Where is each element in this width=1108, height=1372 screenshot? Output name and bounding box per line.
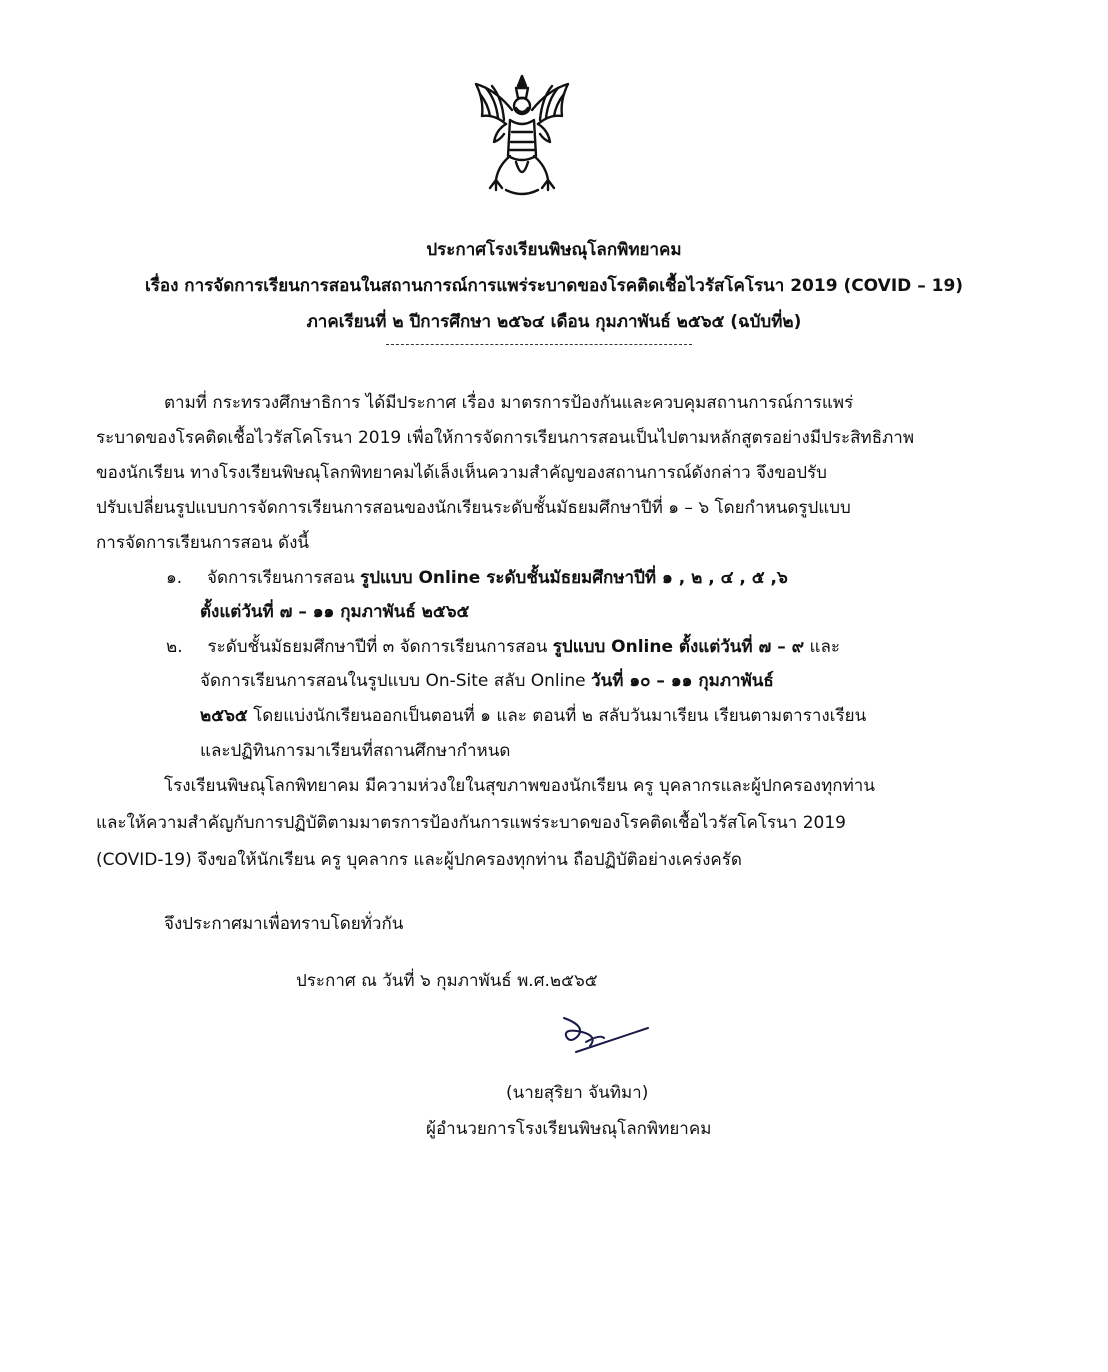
intro-line-3: ของนักเรียน ทางโรงเรียนพิษณุโลกพิทยาคมได้เล็งเห็นความสำคัญของสถานการณ์ดังกล่าว จึงขอปรับ	[96, 463, 827, 483]
announcement-title: ประกาศโรงเรียนพิษณุโลกพิทยาคม	[426, 240, 682, 260]
closing-line-2: และให้ความสำคัญกับการปฏิบัติตามมาตรการป้องกันการแพร่ระบาดของโรคติดเชื้อไวรัสโคโรนา 2019	[96, 813, 846, 833]
announcement-subject: เรื่อง การจัดการเรียนการสอนในสถานการณ์การแพร่ระบาดของโรคติดเชื้อไวรัสโคโรนา 2019 (COVID – 19)	[144, 276, 964, 296]
list-item-2	[166, 636, 840, 658]
intro-line-4: ปรับเปลี่ยนรูปแบบการจัดการเรียนการสอนของนักเรียนระดับชั้นมัธยมศึกษาปีที่ ๑ – ๖ โดยกำหนดรูปแบบ	[96, 498, 851, 518]
list-item-2-line-4: และปฏิทินการมาเรียนที่สถานศึกษากำหนด	[200, 741, 511, 761]
signer-name: (นายสุริยา จันทิมา)	[506, 1083, 649, 1103]
signer-position: ผู้อำนวยการโรงเรียนพิษณุโลกพิทยาคม	[426, 1119, 712, 1139]
list-number: ๒.	[166, 637, 183, 657]
header-divider	[386, 344, 692, 345]
announce-date: ประกาศ ณ วันที่ ๖ กุมภาพันธ์ พ.ศ.๒๕๖๕	[296, 971, 598, 991]
item-text-bold: วันที่ ๑๐ – ๑๑ กุมภาพันธ์	[591, 671, 774, 691]
closing-line-1: โรงเรียนพิษณุโลกพิทยาคม มีความห่วงใยในสุขภาพของนักเรียน ครู บุคลากรและผู้ปกครองทุกท่าน	[164, 776, 875, 796]
announcement-term: ภาคเรียนที่ ๒ ปีการศึกษา ๒๕๖๔ เดือน กุมภาพันธ์ ๒๕๖๕ (ฉบับที่๒)	[306, 312, 802, 332]
item-text: โดยแบ่งนักเรียนออกเป็นตอนที่ ๑ และ ตอนที่ ๒ สลับวันมาเรียน เรียนตามตารางเรียน	[247, 706, 867, 726]
item-text: จัดการเรียนการสอนในรูปแบบ On-Site สลับ Online	[200, 671, 592, 691]
intro-line-1: ตามที่ กระทรวงศึกษาธิการ ได้มีประกาศ เรื่อง มาตรการป้องกันและควบคุมสถานการณ์การแพร่	[164, 393, 854, 413]
garuda-emblem-icon	[466, 70, 578, 202]
item-text: ระดับชั้นมัธยมศึกษาปีที่ ๓ จัดการเรียนการสอน	[207, 637, 553, 657]
list-item-1-line-2: ตั้งแต่วันที่ ๗ – ๑๑ กุมภาพันธ์ ๒๕๖๕	[200, 602, 470, 622]
announce-text: จึงประกาศมาเพื่อทราบโดยทั่วกัน	[164, 914, 404, 934]
item-text: จัดการเรียนการสอน	[207, 568, 361, 588]
list-number: ๑.	[166, 568, 183, 588]
item-text-bold: รูปแบบ Online ตั้งแต่วันที่ ๗ – ๙	[552, 637, 805, 657]
item-text-bold: ๒๕๖๕	[200, 706, 248, 726]
list-item-1	[166, 567, 788, 589]
intro-line-5: การจัดการเรียนการสอน ดังนี้	[96, 533, 310, 553]
item-text-bold: รูปแบบ Online ระดับชั้นมัธยมศึกษาปีที่ ๑ , ๒ , ๔ , ๕ ,๖	[360, 568, 788, 588]
list-item-2-line-3	[200, 705, 866, 727]
intro-line-2: ระบาดของโรคติดเชื้อไวรัสโคโรนา 2019 เพื่อให้การจัดการเรียนการสอนเป็นไปตามหลักสูตรอย่างมีประสิทธิภาพ	[96, 428, 915, 448]
item-text: และ	[804, 637, 841, 657]
closing-line-3: (COVID-19) จึงขอให้นักเรียน ครู บุคลากร และผู้ปกครองทุกท่าน ถือปฏิบัติอย่างเคร่งครัด	[96, 850, 742, 870]
signature-icon	[556, 1012, 656, 1062]
list-item-2-line-2	[200, 670, 774, 692]
